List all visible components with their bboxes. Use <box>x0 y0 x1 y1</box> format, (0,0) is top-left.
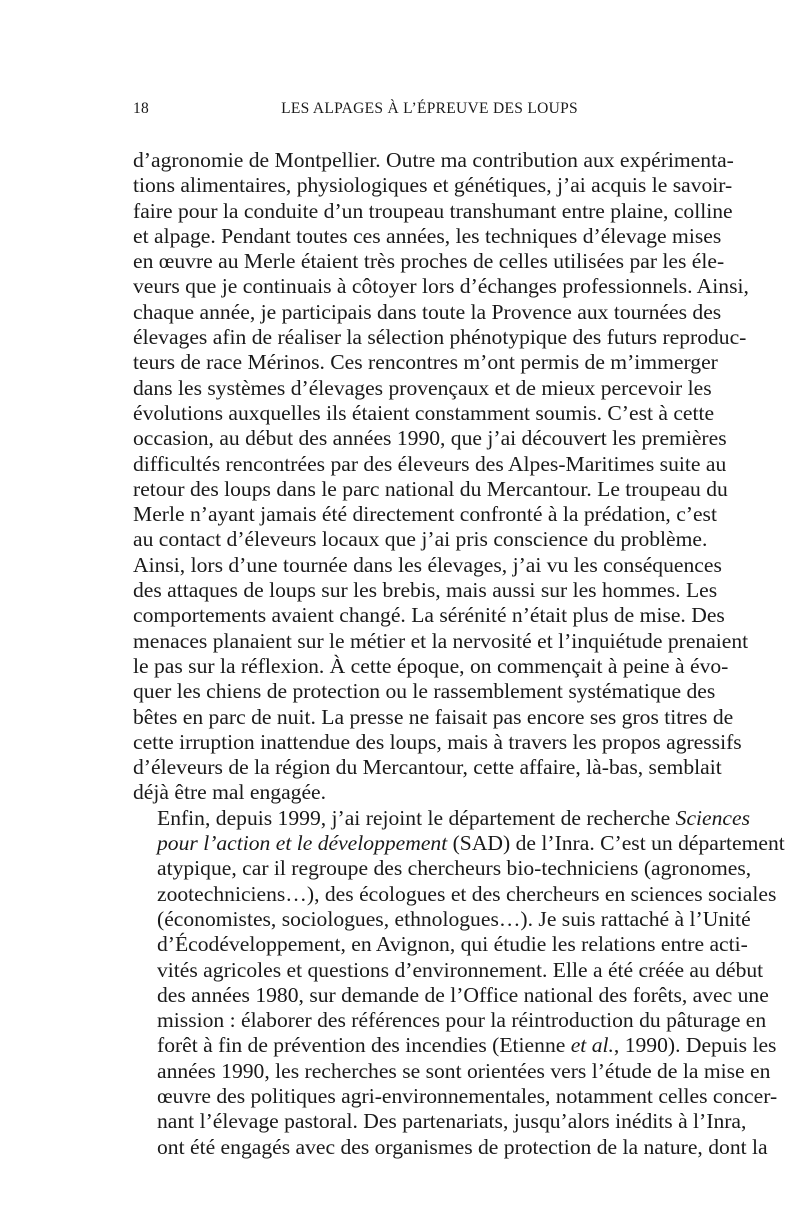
text-line: le pas sur la réflexion. À cette époque, on commençait à peine à évo- <box>133 653 729 678</box>
italic-text: et al. <box>570 1033 614 1058</box>
text-line: Ainsi, lors d’une tournée dans les élevages, j’ai vu les conséquences <box>133 552 722 577</box>
text-line: Merle n’ayant jamais été directement confronté à la prédation, c’est <box>133 502 717 527</box>
text-line: en œuvre au Merle étaient très proches de celles utilisées par les éle- <box>133 249 725 274</box>
text-line: évolutions auxquelles ils étaient constamment soumis. C’est à cette <box>133 400 715 425</box>
text-line: (économistes, sociologues, ethnologues…). Je suis rattaché à l’Unité <box>157 906 751 931</box>
page-number: 18 <box>133 100 150 117</box>
text-line: chaque année, je participais dans toute la Provence aux tournées des <box>133 299 722 324</box>
body-text <box>133 148 785 1160</box>
page-header <box>133 100 696 120</box>
text-line: comportements avaient changé. La sérénité n’était plus de mise. Des <box>133 603 725 628</box>
text-line: au contact d’éleveurs locaux que j’ai pris conscience du problème. <box>133 527 708 552</box>
text-line: années 1990, les recherches se sont orientées vers l’étude de la mise en <box>157 1058 771 1083</box>
text-line: des attaques de loups sur les brebis, mais aussi sur les hommes. Les <box>133 578 718 603</box>
text-line: zootechniciens…), des écologues et des chercheurs en sciences sociales <box>157 881 777 906</box>
running-title: LES ALPAGES À L’ÉPREUVE DES LOUPS <box>281 100 578 117</box>
text-line: menaces planaient sur le métier et la nervosité et l’inquiétude prenaient <box>133 628 749 653</box>
text-line: atypique, car il regroupe des chercheurs bio-techniciens (agronomes, <box>157 856 752 881</box>
italic-text: Sciences <box>675 805 750 830</box>
text-line: et alpage. Pendant toutes ces années, les techniques d’élevage mises <box>133 223 722 248</box>
text-line: d’Écodéveloppement, en Avignon, qui étudie les relations entre acti- <box>157 932 748 957</box>
text-line: ont été engagés avec des organismes de protection de la nature, dont la <box>157 1134 768 1159</box>
text-line: forêt à fin de prévention des incendies (Etienne et al., 1990). Depuis les <box>157 1033 777 1058</box>
text-line: pour l’action et le développement (SAD) de l’Inra. C’est un département <box>157 831 785 856</box>
text-line: élevages afin de réaliser la sélection phénotypique des futurs reproduc- <box>133 325 747 350</box>
text-line: déjà être mal engagée. <box>133 780 327 805</box>
text-line: quer les chiens de protection ou le rassemblement systématique des <box>133 679 716 704</box>
text-line: teurs de race Mérinos. Ces rencontres m’ont permis de m’immerger <box>133 350 718 375</box>
text-line: retour des loups dans le parc national du Mercantour. Le troupeau du <box>133 476 728 501</box>
text-line: veurs que je continuais à côtoyer lors d’échanges professionnels. Ainsi, <box>133 274 749 299</box>
text-line: Enfin, depuis 1999, j’ai rejoint le département de recherche Sciences <box>157 805 750 830</box>
text-line: d’agronomie de Montpellier. Outre ma contribution aux expérimenta- <box>133 148 734 172</box>
text-line: nant l’élevage pastoral. Des partenariats, jusqu’alors inédits à l’Inra, <box>157 1109 747 1134</box>
text-line: cette irruption inattendue des loups, mais à travers les propos agressifs <box>133 729 742 754</box>
text-line: tions alimentaires, physiologiques et génétiques, j’ai acquis le savoir- <box>133 173 733 198</box>
text-line: bêtes en parc de nuit. La presse ne faisait pas encore ses gros titres de <box>133 704 734 729</box>
text-line: vités agricoles et questions d’environnement. Elle a été créée au début <box>157 957 764 982</box>
paragraph-2 <box>133 805 785 1160</box>
text-line: d’éleveurs de la région du Mercantour, cette affaire, là-bas, semblait <box>133 755 722 780</box>
text-line: difficultés rencontrées par des éleveurs des Alpes-Maritimes suite au <box>133 451 727 476</box>
text-line: occasion, au début des années 1990, que j’ai découvert les premières <box>133 426 727 451</box>
text-line: mission : élaborer des références pour la réintroduction du pâturage en <box>157 1008 767 1033</box>
paragraph-1 <box>133 148 749 806</box>
text-line: dans les systèmes d’élevages provençaux et de mieux percevoir les <box>133 375 712 400</box>
italic-text: pour l’action et le développement <box>157 831 448 856</box>
text-line: faire pour la conduite d’un troupeau transhumant entre plaine, colline <box>133 198 733 223</box>
text-line: des années 1980, sur demande de l’Office national des forêts, avec une <box>157 982 769 1007</box>
text-line: œuvre des politiques agri-environnementales, notamment celles concer- <box>157 1083 778 1108</box>
